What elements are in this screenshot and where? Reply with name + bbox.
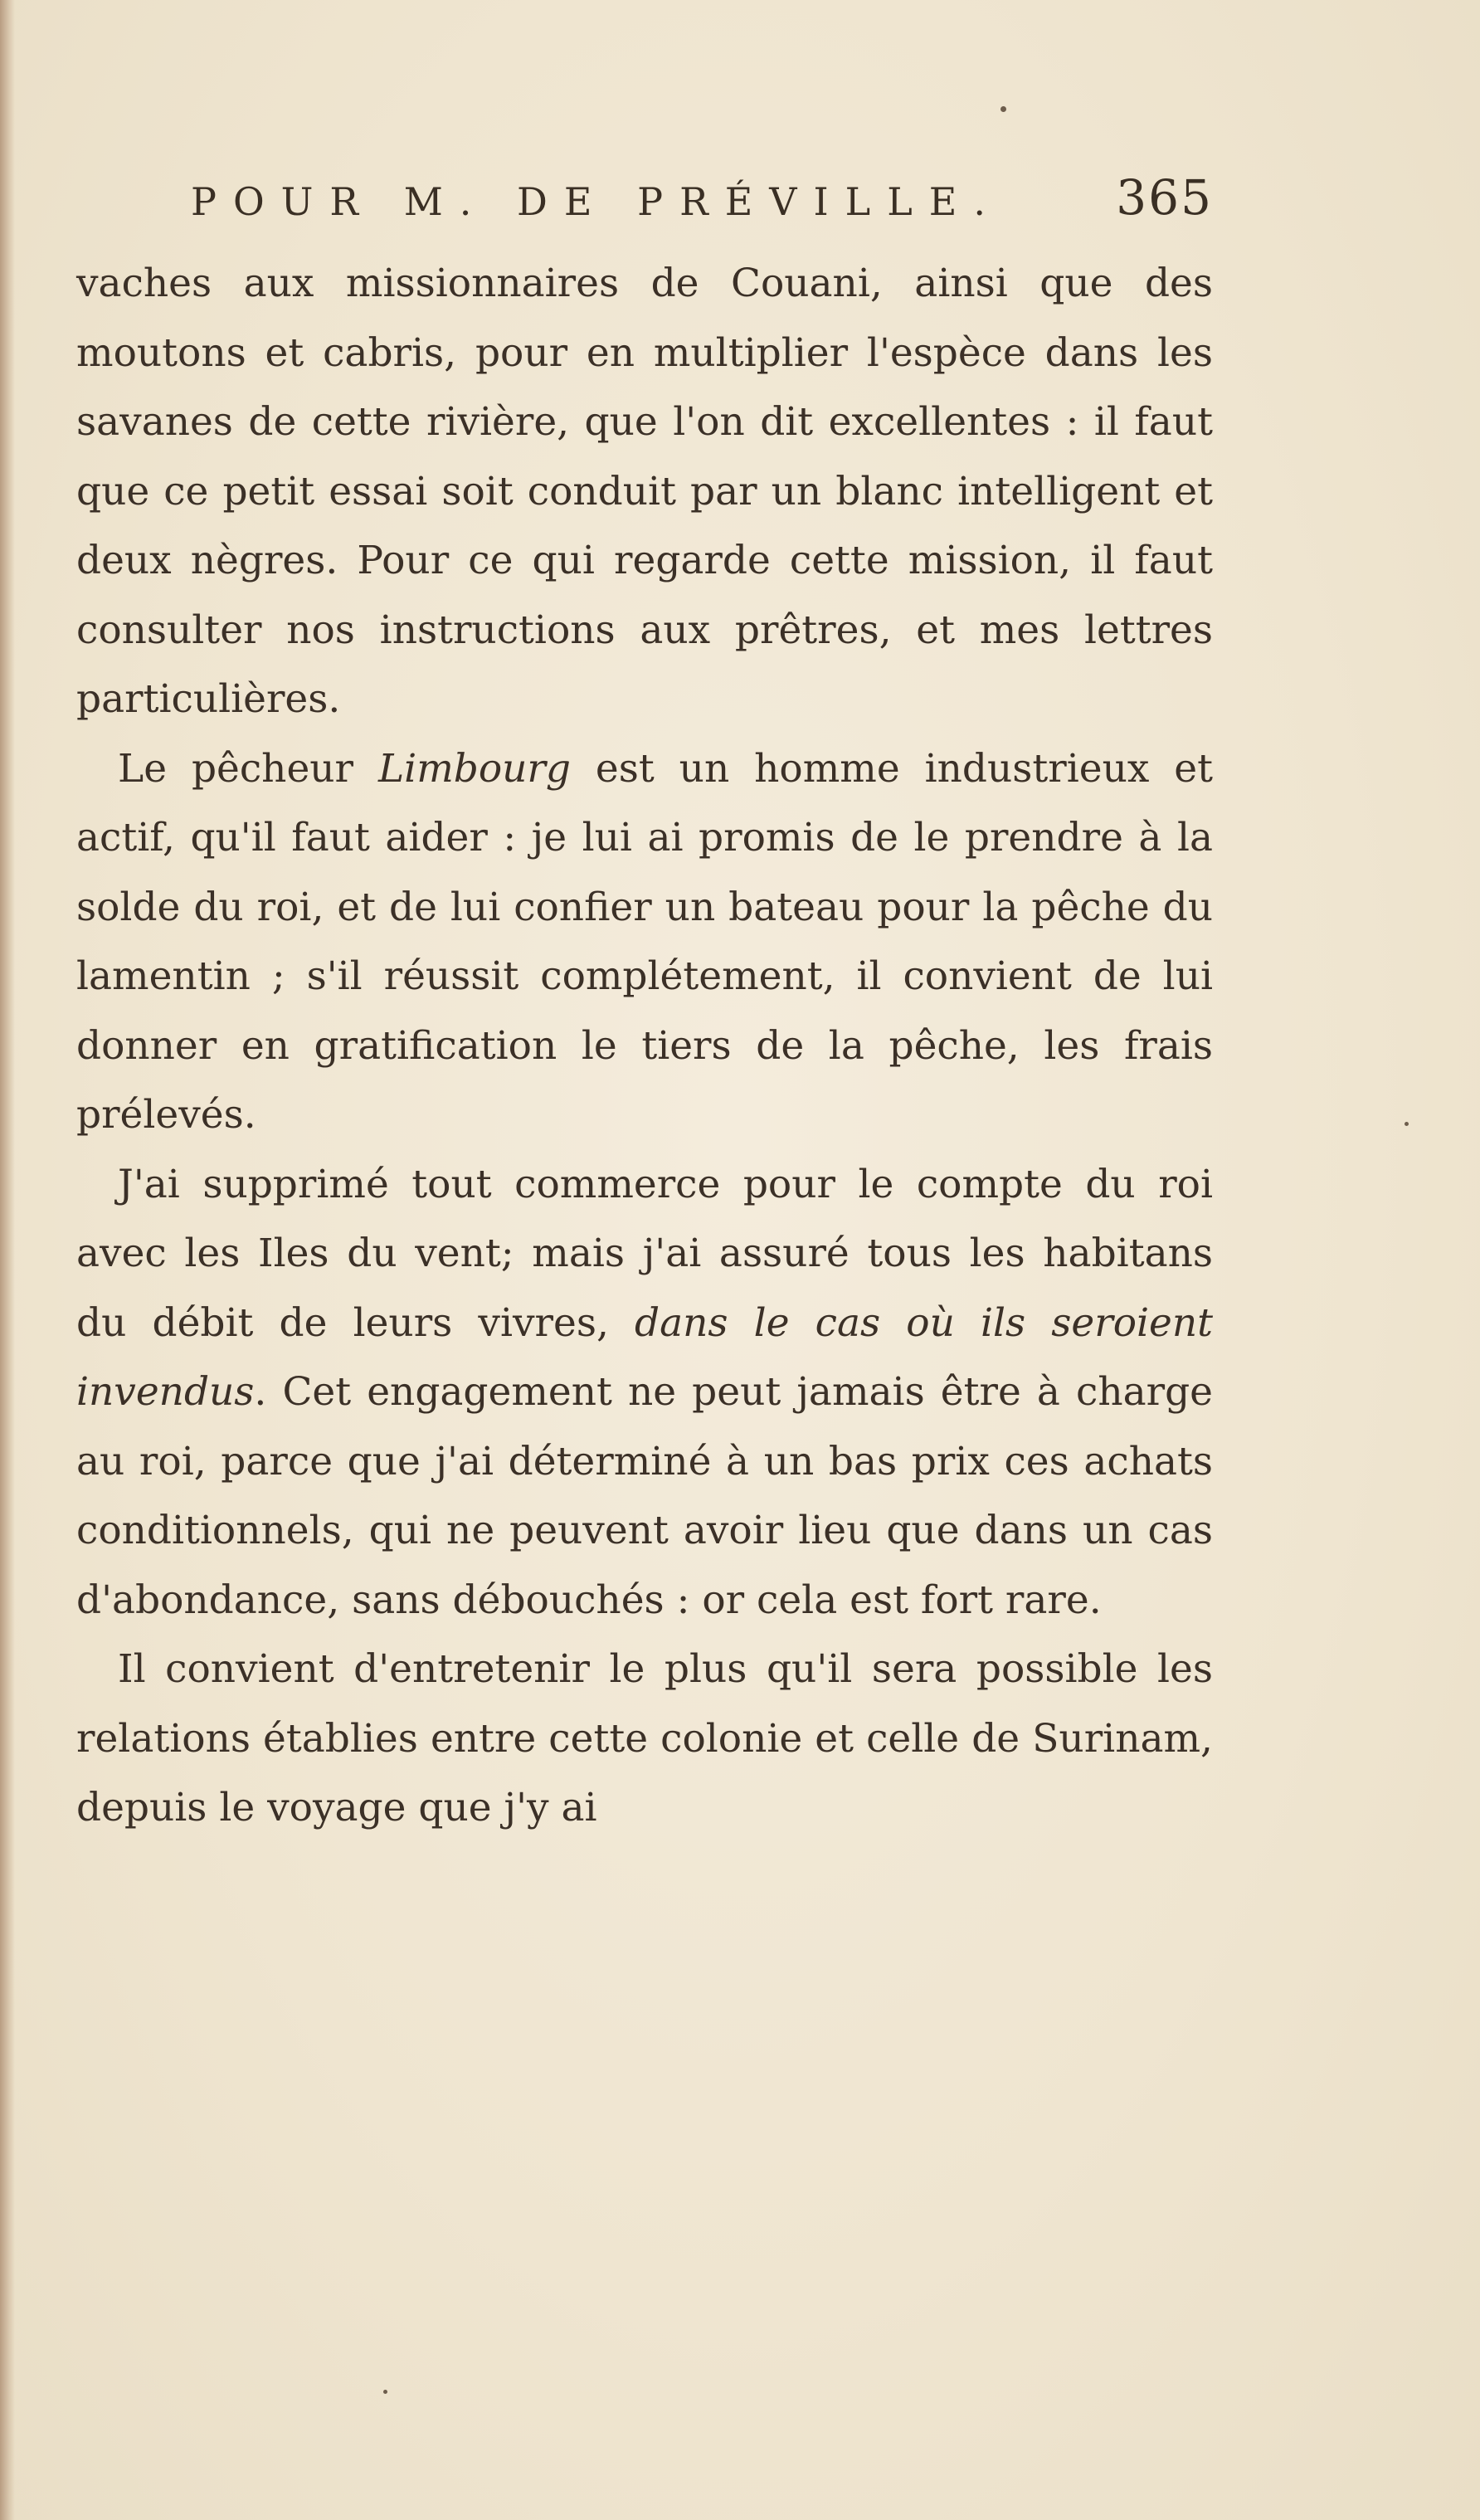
paragraph-1: vaches aux missionnaires de Couani, ainsi que des moutons et cabris, pour en multiplier l'espèce dans les savanes de cette rivière, que l'on dit excellentes : il faut que ce petit essai soit conduit par un blanc intelligent et deux nègres. Pour ce qui regarde cette mission, il faut consulter nos instructions aux prêtres, et mes lettres particulières. [76,261,1213,722]
running-head [76,158,1213,249]
page-gutter-edge [0,0,15,2520]
ink-speck [1000,106,1006,112]
paragraph-3: J'ai supprimé tout commerce pour le compte du roi avec les Iles du vent; mais j'ai assuré tous les habitans du débit de leurs vivres, dans le cas où ils seroient invendus. Cet engagement ne peut jamais être à charge au roi, parce que j'ai déterminé à un bas prix ces achats conditionnels, qui ne peuvent avoir lieu que dans un cas d'abondance, sans débouchés : or cela est fort rare. [76,1161,1213,1623]
running-head-title: POUR M. DE PRÉVILLE. [191,179,1002,224]
paragraph-2: Le pêcheur Limbourg est un homme industrieux et actif, qu'il faut aider : je lui ai promis de le prendre à la solde du roi, et de lui confier un bateau pour la pêche du lamentin ; s'il réussit complétement, il convient de lui donner en gratification le tiers de la pêche, les frais prélevés. [76,745,1213,1138]
paragraph-4: Il convient d'entretenir le plus qu'il sera possible les relations établies entre cette colonie et celle de Surinam, depuis le voyage que j'y ai [76,1646,1213,1830]
ink-speck [1405,1122,1409,1126]
ink-speck [383,2390,387,2394]
italic-phrase: dans le cas où ils seroient invendus [76,1299,1213,1415]
page-number: 365 [1116,169,1213,226]
body-text [76,249,1213,1843]
italic-name-limbourg: Limbourg [377,745,571,792]
